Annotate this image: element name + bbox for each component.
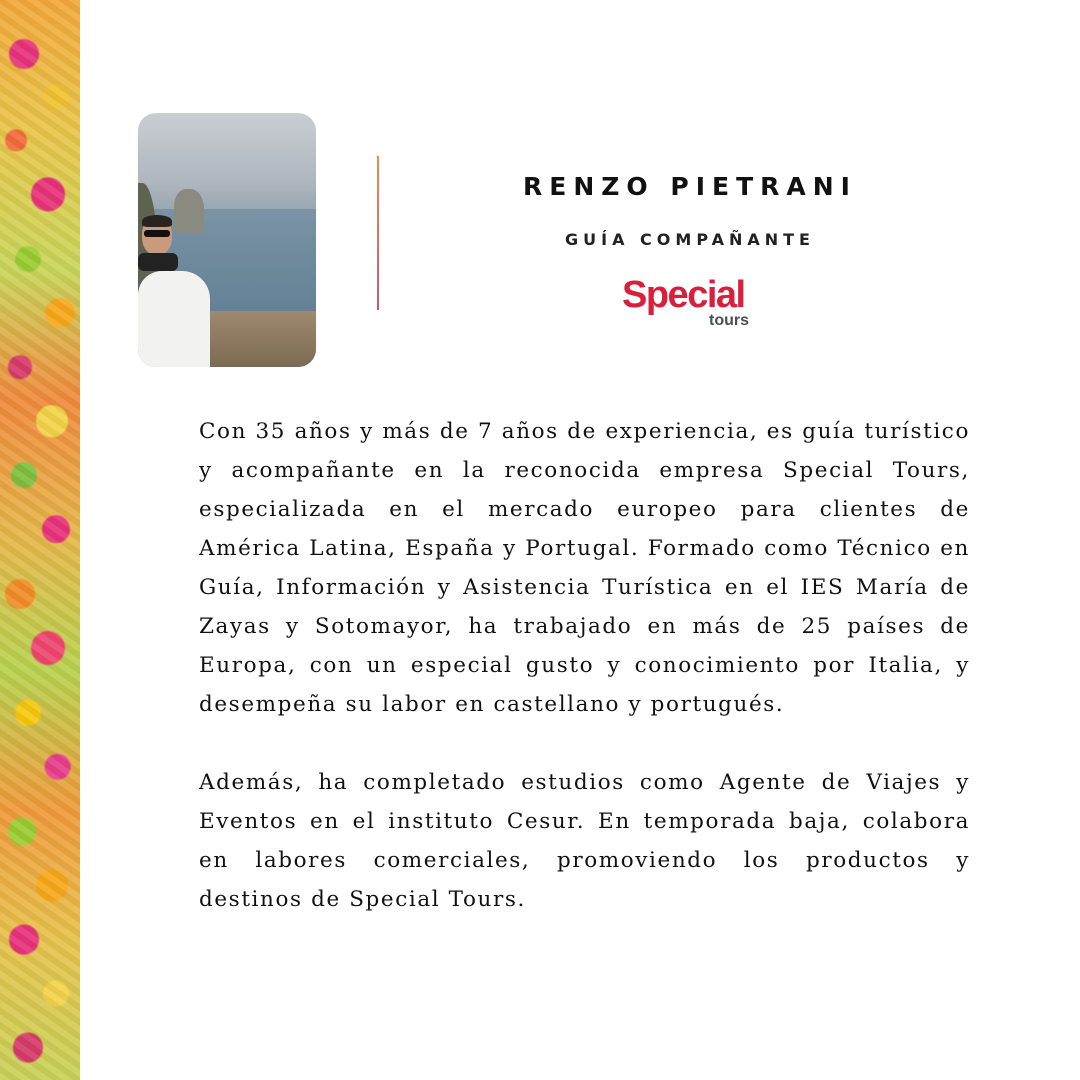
profile-name: RENZO PIETRANI bbox=[523, 172, 857, 201]
photo-person-body bbox=[138, 271, 210, 367]
floral-pattern-decoration bbox=[0, 0, 80, 1080]
bio-paragraph-1: Con 35 años y más de 7 años de experiencia, es guía turístico y acompañante en la reconocida empresa Special Tours, especializada en el mercado europeo para clientes de América Latina, España y Portugal. Formado como Técnico en Guía, Información y Asistencia Turística en el IES María de Zayas y Sotomayor, ha trabajado en más de 25 países de Europa, con un especial gusto y conocimiento por Italia, y desempeña su labor en castellano y portugués. bbox=[199, 419, 970, 717]
logo-sub-text: tours bbox=[709, 312, 749, 329]
photo-person-hair bbox=[142, 215, 172, 227]
profile-role: GUÍA COMPAÑANTE bbox=[565, 230, 815, 249]
logo-main-text: Special bbox=[622, 274, 745, 316]
photo-sunglasses bbox=[144, 230, 170, 237]
vertical-divider bbox=[377, 156, 379, 310]
bio-paragraph-2: Además, ha completado estudios como Agente de Viajes y Eventos en el instituto Cesur. En temporada baja, colabora en labores comerciales, promoviendo los productos y destinos de Special Tours. bbox=[199, 770, 970, 912]
profile-photo bbox=[138, 113, 316, 367]
biography bbox=[199, 412, 970, 919]
photo-rock bbox=[174, 189, 204, 233]
photo-scarf bbox=[138, 253, 178, 271]
special-tours-logo bbox=[620, 276, 765, 332]
